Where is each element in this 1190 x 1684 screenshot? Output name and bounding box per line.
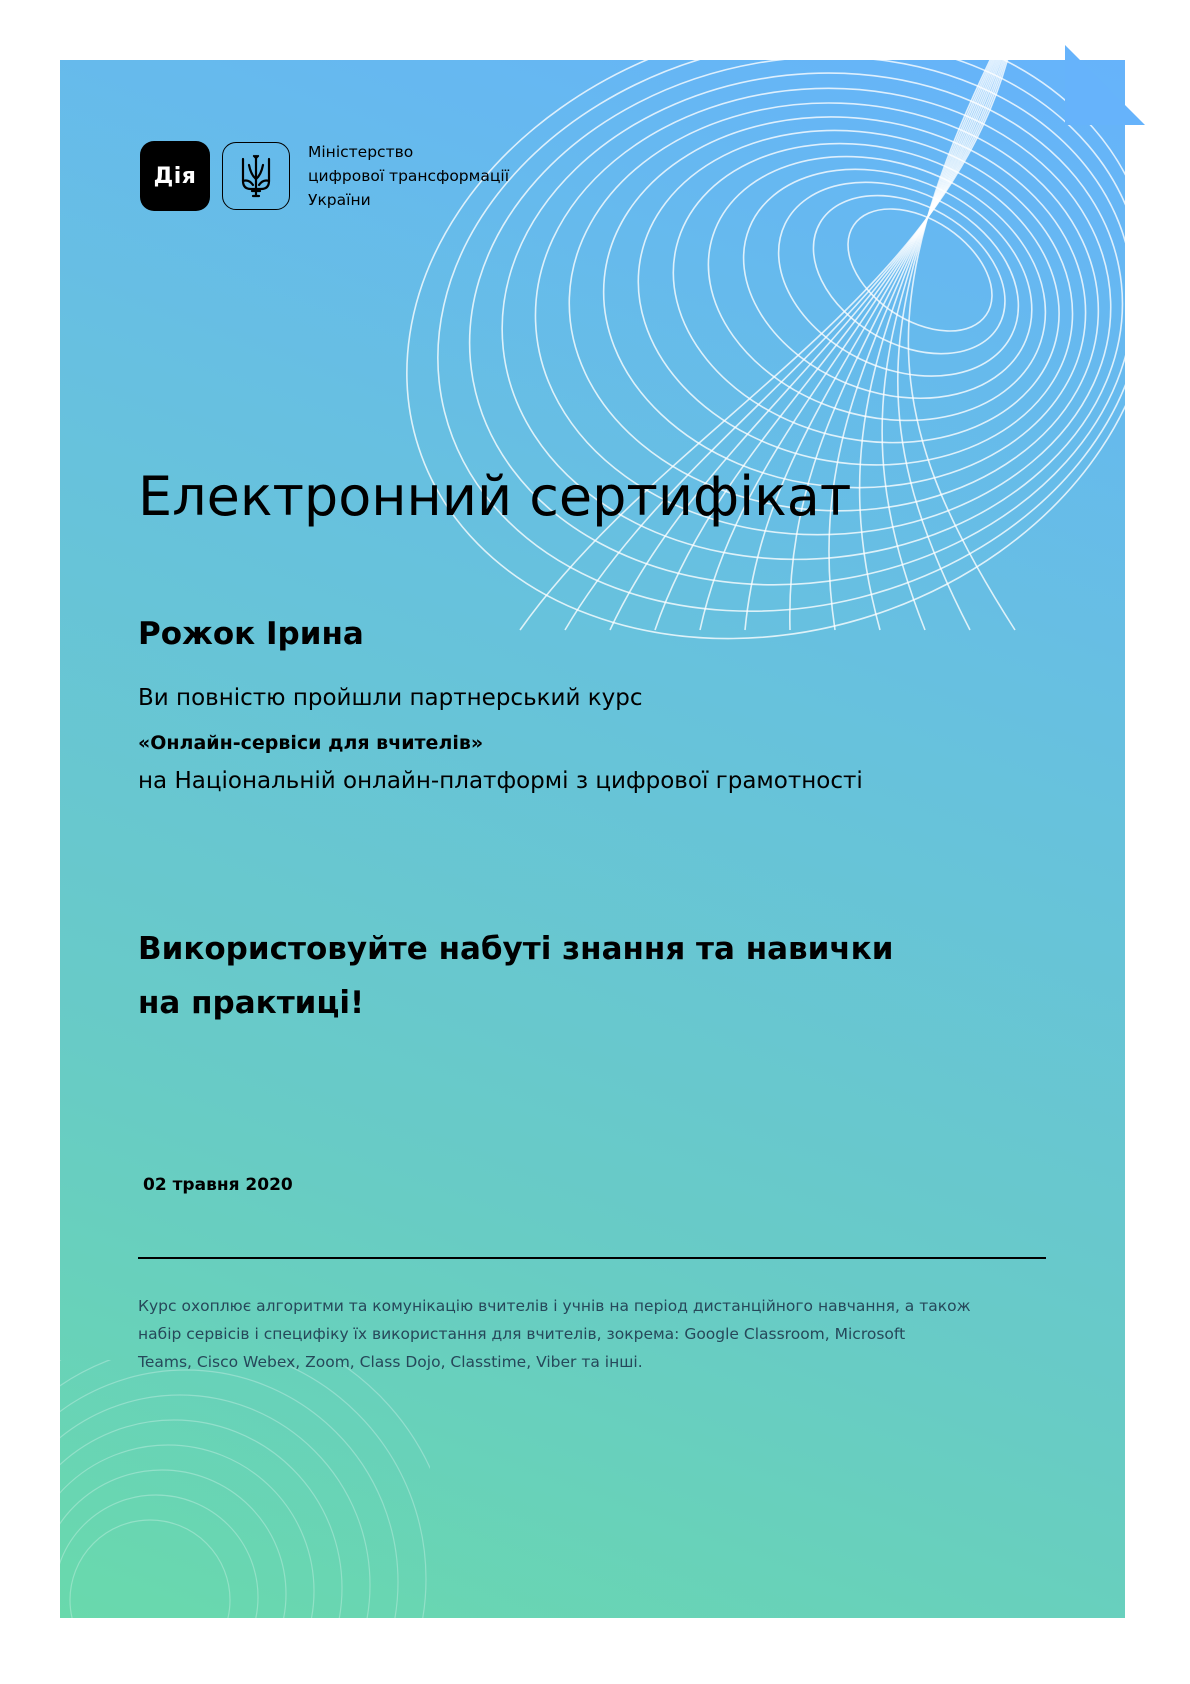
motto-line: на практиці! <box>138 985 365 1021</box>
platform-text: на Національній онлайн-платформі з цифрової грамотності <box>138 768 863 794</box>
divider-line <box>138 1257 1046 1259</box>
globe-loop <box>709 128 1066 439</box>
globe-loop <box>826 184 1015 356</box>
course-name: «Онлайн-сервіси для вчителів» <box>138 732 484 754</box>
ministry-line: України <box>308 191 371 209</box>
globe-loop <box>674 115 1080 463</box>
motto-line: Використовуйте набуті знання та навички <box>138 931 894 967</box>
decor-ring <box>60 1395 370 1618</box>
globe-meridian <box>520 60 1020 630</box>
decor-ring <box>60 1420 342 1618</box>
issue-date: 02 травня 2020 <box>143 1175 293 1195</box>
decor-ring <box>60 1360 430 1618</box>
certificate-sheet <box>60 60 1125 1618</box>
decor-ring <box>70 1520 230 1618</box>
globe-loop <box>562 94 1105 520</box>
page-fold-corner-icon <box>1065 45 1145 125</box>
decor-ring <box>60 1495 258 1618</box>
certificate-title: Електронний сертифікат <box>138 465 852 528</box>
decor-ring <box>60 1470 286 1618</box>
description-line: набір сервісів і специфіку їх використання для вчителів, зокрема: Google Classroom, Microsoft <box>138 1325 906 1343</box>
diia-logo: Дія <box>140 141 210 211</box>
description-line: Курс охоплює алгоритми та комунікацію вчителів і учнів на період дистанційного навчання, а також <box>138 1297 971 1315</box>
concentric-rings-decoration <box>60 1360 430 1618</box>
decor-ring <box>60 1360 426 1618</box>
trident-emblem-icon <box>222 142 290 210</box>
recipient-name: Рожок Ірина <box>138 616 364 652</box>
motto <box>138 922 893 1030</box>
decor-ring <box>60 1445 314 1618</box>
completion-text: Ви повністю пройшли партнерський курс <box>138 685 643 711</box>
course-description <box>138 1292 1058 1376</box>
ministry-name <box>308 140 509 212</box>
ministry-line: цифрової трансформації <box>308 167 510 185</box>
ministry-line: Міністерство <box>308 143 414 161</box>
header-logos <box>140 140 509 212</box>
description-line: Teams, Cisco Webex, Zoom, Class Dojo, Classtime, Viber та інші. <box>138 1353 643 1371</box>
globe-meridian <box>860 60 1020 630</box>
